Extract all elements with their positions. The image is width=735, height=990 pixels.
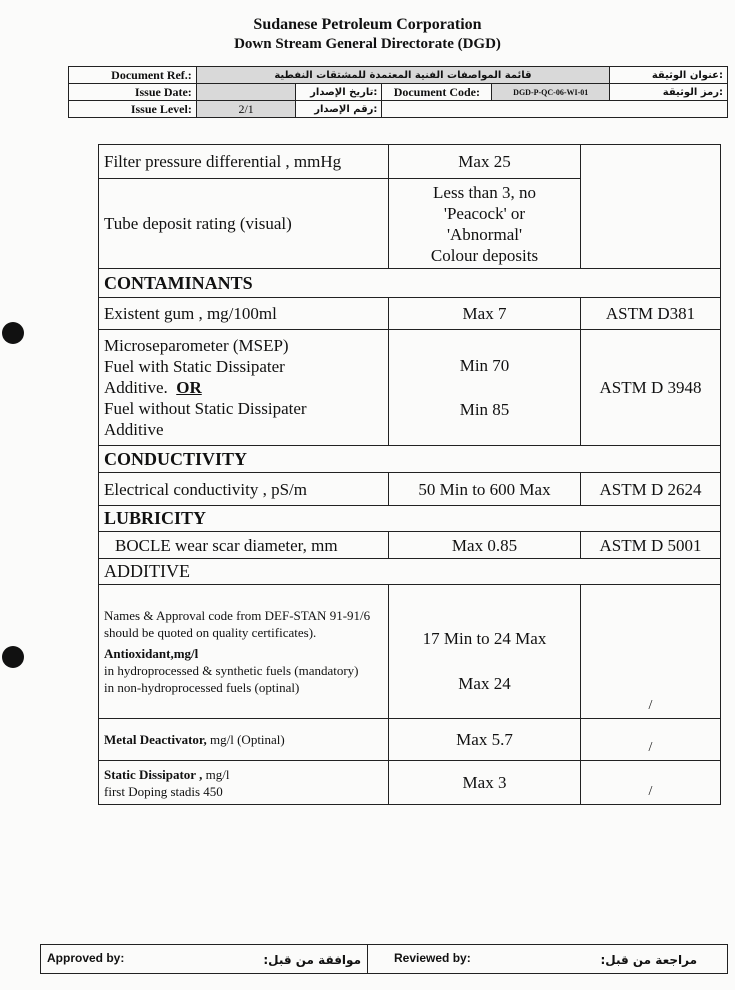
approved-box (41, 945, 368, 973)
row-electrical-value: 50 Min to 600 Max (389, 473, 581, 506)
row-bocle-method: ASTM D 5001 (581, 532, 721, 559)
reviewed-box (368, 945, 727, 973)
section-contaminants: CONTAMINANTS (99, 269, 721, 298)
row-electrical-method: ASTM D 2624 (581, 473, 721, 506)
row-msep-value: Min 70 Min 85 (389, 330, 581, 446)
row-filter-name: Filter pressure differential , mmHg (99, 145, 389, 179)
punch-hole-bottom (2, 646, 24, 668)
doc-ref-label: Document Ref.: (69, 67, 197, 84)
row-tube-name: Tube deposit rating (visual) (99, 179, 389, 269)
specification-table (98, 144, 721, 805)
row-electrical-name: Electrical conductivity , pS/m (99, 473, 389, 506)
row-filter-method (581, 145, 721, 269)
row-bocle-name: BOCLE wear scar diameter, mm (99, 532, 389, 559)
approved-label-ar: موافقة من قبل: (263, 953, 361, 967)
document-meta-table (68, 66, 728, 118)
reviewed-label-ar: مراجعة من قبل: (600, 953, 697, 967)
row-antioxidant-name: Names & Approval code from DEF-STAN 91-91/6 should be quoted on quality certificates). Antioxidant,mg/l in hydroprocessed & synthetic fuels (mandatory) in non-hydroprocessed fuels (optinal) (99, 585, 389, 719)
issue-date-label: Issue Date: (69, 84, 197, 101)
doc-code-label: Document Code: (382, 84, 492, 101)
row-static-value: Max 3 (389, 761, 581, 805)
signature-footer (40, 944, 728, 974)
punch-hole-top (2, 322, 24, 344)
row-tube-value: Less than 3, no 'Peacock' or 'Abnormal' Colour deposits (389, 179, 581, 269)
row-metal-value: Max 5.7 (389, 719, 581, 761)
doc-title-ar: قائمة المواصفات الفنية المعتمدة للمشتقات النفطية (196, 67, 609, 84)
section-additive: ADDITIVE (99, 559, 721, 585)
row-gum-name: Existent gum , mg/100ml (99, 298, 389, 330)
issue-level-value: 2/1 (196, 101, 296, 118)
section-conductivity: CONDUCTIVITY (99, 446, 721, 473)
issue-level-label: Issue Level: (69, 101, 197, 118)
reviewed-label: Reviewed by: (394, 951, 471, 965)
row-msep-name: Microseparometer (MSEP) Fuel with Static Dissipater Additive. OR Fuel without Static Dissipater Additive (99, 330, 389, 446)
row-antioxidant-check: / (581, 585, 721, 719)
row-msep-method: ASTM D 3948 (581, 330, 721, 446)
doc-code-value: DGD-P-QC-06-WI-01 (492, 84, 610, 101)
row-static-name: Static Dissipator , mg/l first Doping stadis 450 (99, 761, 389, 805)
issue-date-value (196, 84, 296, 101)
doc-title-label-ar: عنوان الوثيقة: (610, 67, 728, 84)
row-bocle-value: Max 0.85 (389, 532, 581, 559)
section-lubricity: LUBRICITY (99, 506, 721, 532)
row-static-check: / (581, 761, 721, 805)
issue-level-label-ar: رقم الإصدار: (296, 101, 382, 118)
row-filter-value: Max 25 (389, 145, 581, 179)
row-metal-check: / (581, 719, 721, 761)
company-name: Sudanese Petroleum Corporation (253, 16, 482, 33)
issue-level-blank (382, 101, 728, 118)
directorate-name: Down Stream General Directorate (DGD) (234, 36, 501, 52)
approved-label: Approved by: (47, 951, 125, 965)
row-gum-value: Max 7 (389, 298, 581, 330)
row-gum-method: ASTM D381 (581, 298, 721, 330)
row-metal-name: Metal Deactivator, mg/l (Optinal) (99, 719, 389, 761)
issue-date-label-ar: تاريخ الإصدار: (296, 84, 382, 101)
doc-code-label-ar: رمز الوثيقة: (610, 84, 728, 101)
row-antioxidant-value: 17 Min to 24 Max Max 24 (389, 585, 581, 719)
